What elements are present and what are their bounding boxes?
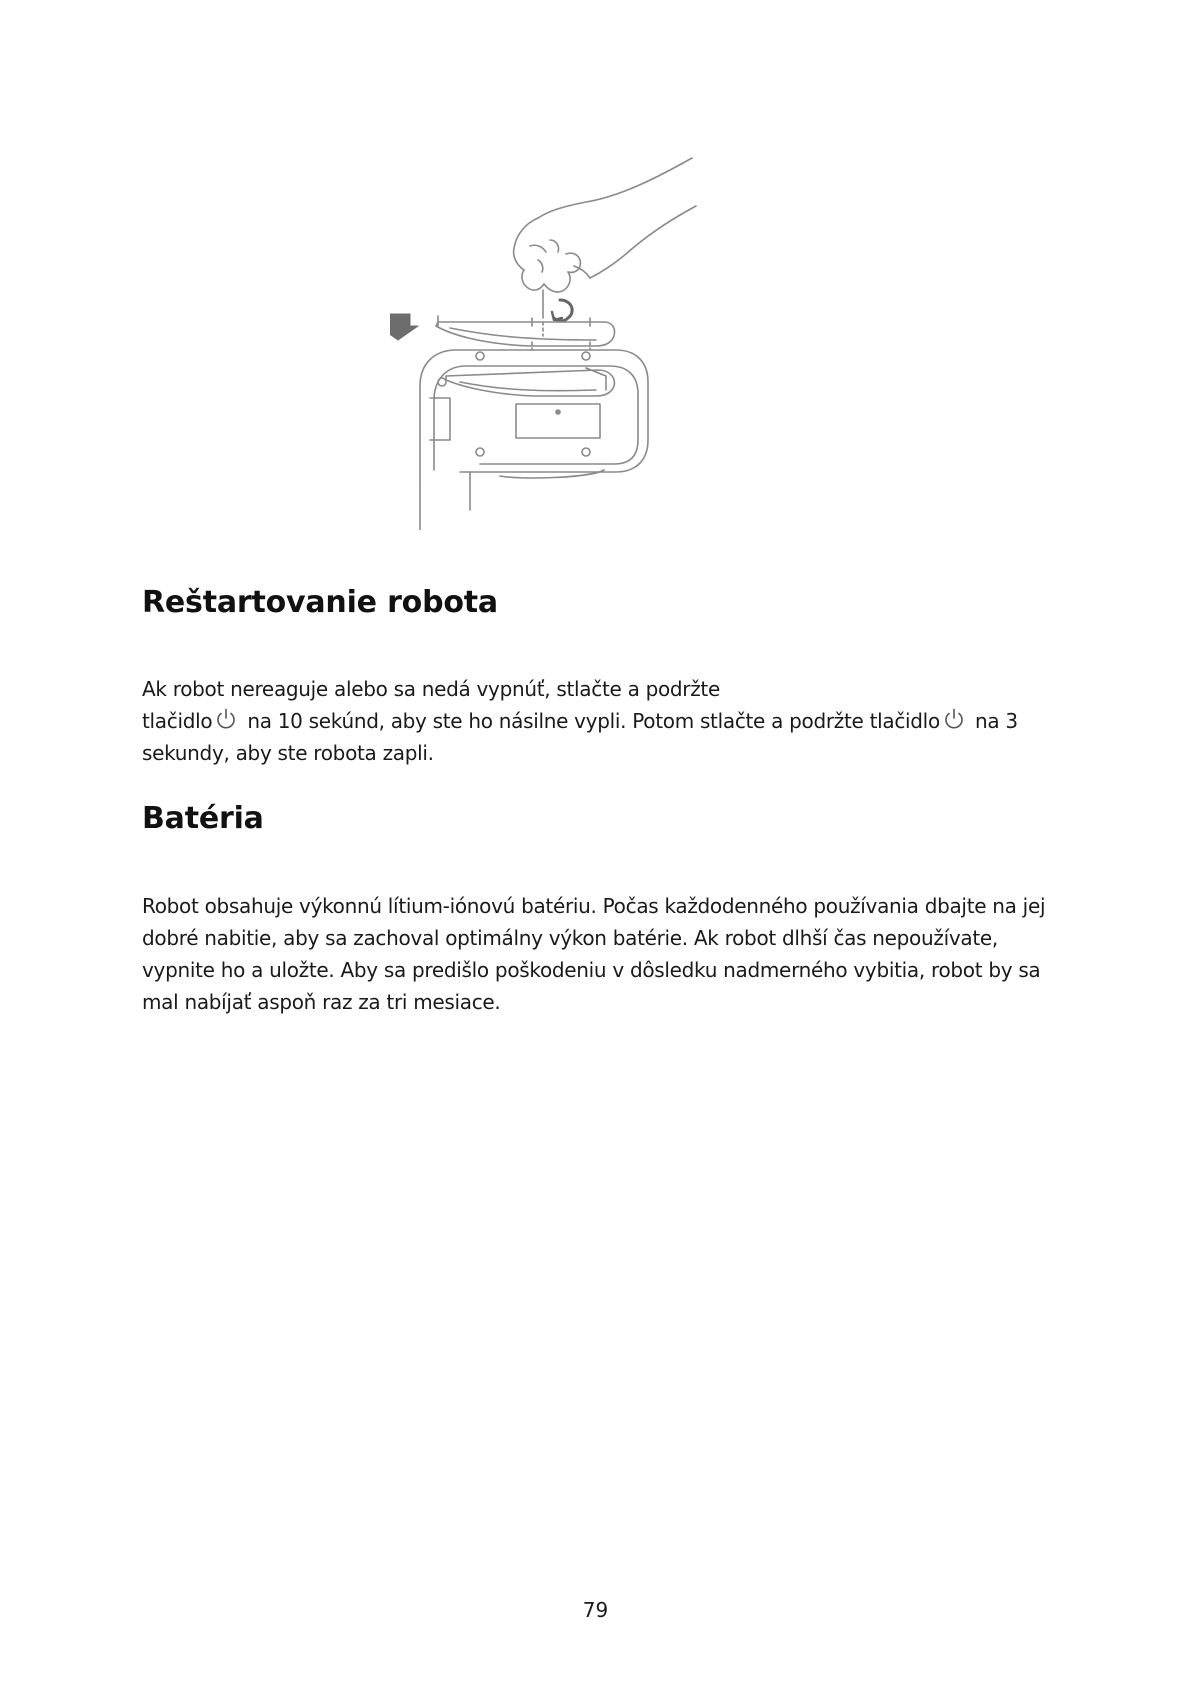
paragraph-line xyxy=(142,890,1072,922)
line-text: vypnite ho a uložte. Aby sa predišlo poškodeniu v dôsledku nadmerného vybitia, robot by sa xyxy=(142,958,1041,982)
section-paragraph-battery xyxy=(142,890,1072,1018)
line-text: sekundy, aby ste robota zapli. xyxy=(142,741,434,765)
paragraph-line xyxy=(142,922,1072,954)
line-text: mal nabíjať aspoň raz za tri mesiace. xyxy=(142,990,501,1014)
line-text: Ak robot nereaguje alebo sa nedá vypnúť, stlačte a podržte xyxy=(142,677,720,701)
section-heading-battery: Batéria xyxy=(142,801,264,836)
paragraph-line xyxy=(142,737,1072,769)
paragraph-line xyxy=(142,673,1072,705)
section-paragraph-restart xyxy=(142,673,1072,769)
line-text: na 3 xyxy=(968,709,1018,733)
line-text: na 10 sekúnd, aby ste ho násilne vypli. Potom stlačte a podržte tlačidlo xyxy=(241,709,940,733)
robot-brush-removal-illustration xyxy=(390,150,710,530)
line-text: Robot obsahuje výkonnú lítium-iónovú batériu. Počas každodenného používania dbajte na jej xyxy=(142,894,1046,918)
line-text: dobré nabitie, aby sa zachoval optimálny výkon batérie. Ak robot dlhší čas nepoužívate, xyxy=(142,926,998,950)
page-number: 79 xyxy=(582,1598,609,1622)
line-text: tlačidlo xyxy=(142,709,213,733)
paragraph-line xyxy=(142,954,1072,986)
power-icon xyxy=(214,707,238,731)
section-heading-restart: Reštartovanie robota xyxy=(142,585,498,620)
paragraph-line xyxy=(142,986,1072,1018)
power-icon xyxy=(942,707,966,731)
paragraph-line xyxy=(142,705,1072,737)
